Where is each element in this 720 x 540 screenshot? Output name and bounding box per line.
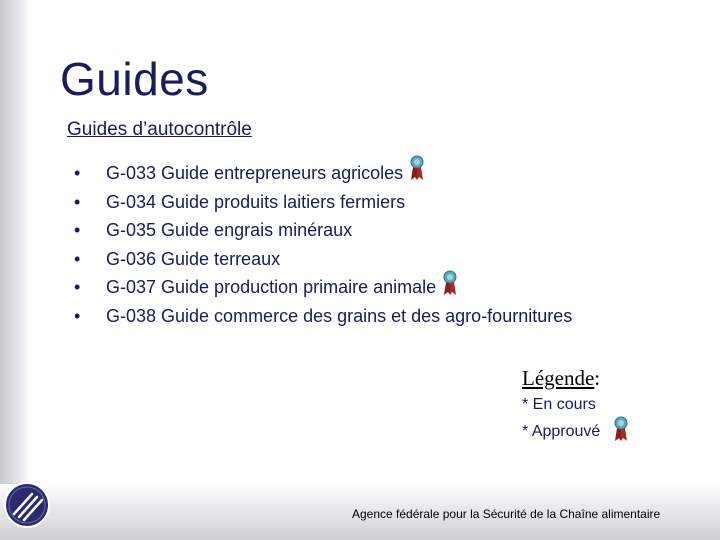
legend [522, 366, 629, 445]
guide-item [74, 188, 572, 217]
guide-item [74, 302, 572, 331]
guide-label: G-037 Guide production primaire animale [106, 277, 437, 298]
award-ribbon-icon [409, 155, 425, 181]
guide-item [74, 245, 572, 274]
guide-label: G-036 Guide terreaux [106, 248, 281, 269]
guide-label: G-038 Guide commerce des grains et des agro-fournitures [106, 305, 573, 326]
left-decorative-band [0, 0, 30, 540]
award-ribbon-icon [613, 416, 629, 442]
legend-title [522, 366, 629, 391]
guide-item [74, 159, 572, 188]
footer-agency-name: Agence fédérale pour la Sécurité de la Chaîne alimentaire [352, 507, 661, 521]
bullet-point: • [74, 305, 81, 326]
guide-label: G-033 Guide entrepreneurs agricoles [106, 163, 404, 183]
guide-label: G-035 Guide engrais minéraux [106, 220, 353, 241]
bullet-point: • [74, 220, 81, 241]
legend-in-progress-label: * En cours [522, 396, 596, 413]
bullet-point: • [74, 163, 81, 183]
bullet-point: • [74, 277, 81, 298]
legend-item-in-progress [522, 391, 629, 418]
guide-list [74, 159, 572, 331]
guide-label: G-034 Guide produits laitiers fermiers [106, 191, 406, 212]
section-subtitle: Guides d’autocontrôle [67, 119, 252, 140]
legend-item-approved [522, 418, 629, 445]
guide-item [74, 216, 572, 245]
award-ribbon-icon [442, 270, 458, 296]
page-title: Guides [60, 53, 209, 105]
guide-item [74, 273, 572, 302]
legend-title-colon: : [594, 366, 601, 390]
afsca-logo-icon [2, 480, 52, 530]
legend-title-text: Légende [522, 366, 595, 390]
legend-approved-label: * Approuvé [522, 423, 601, 440]
bullet-point: • [74, 248, 81, 269]
bullet-point: • [74, 191, 81, 212]
